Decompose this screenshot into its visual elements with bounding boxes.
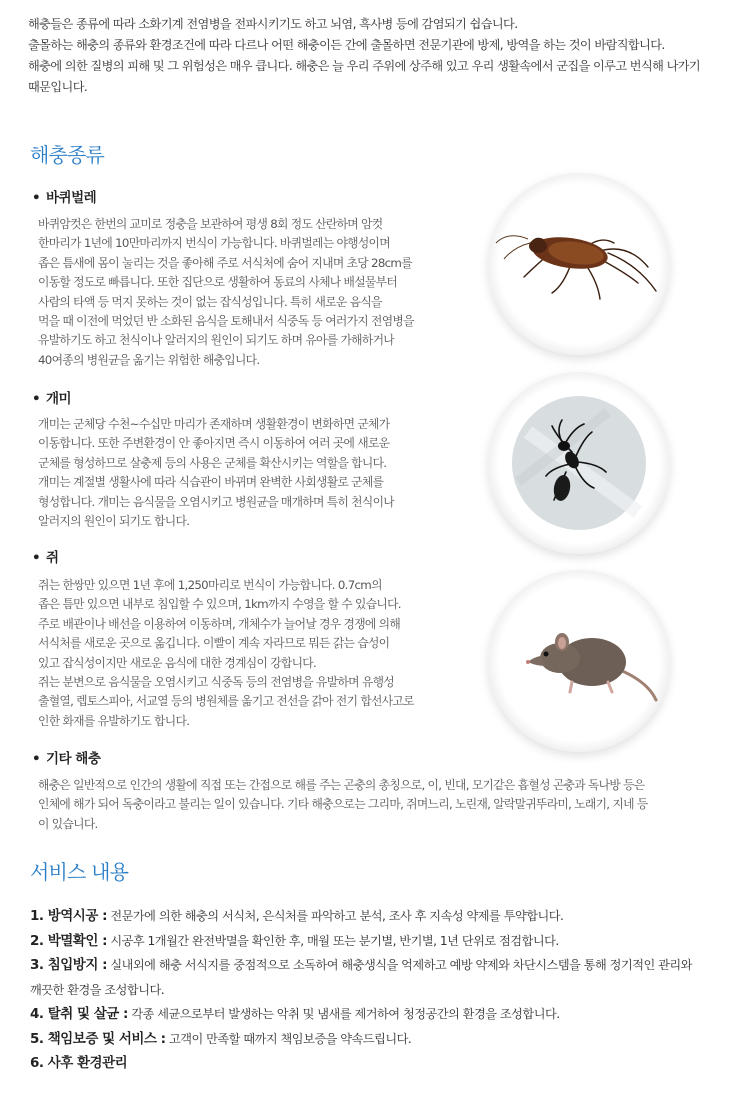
- description-line: 먹을 때 이전에 먹었던 반 소화된 음식을 토해내서 식중독 등 여러가지 전염병을: [38, 314, 414, 329]
- rat-image: [488, 570, 670, 752]
- description-line: 유발하기도 하고 천식이나 알러지의 원인이 되기도 하며 유아를 가해하거나: [38, 333, 394, 348]
- pest-heading-ant: [32, 387, 71, 407]
- intro-line: 출몰하는 해충의 종류와 환경조건에 따라 다르나 어떤 해충이든 간에 출몰하면 전문기관에 방제, 방역을 하는 것이 바람직합니다.: [28, 38, 665, 52]
- cockroach-image: [488, 173, 670, 355]
- description-line: 40여종의 병원균을 옮기는 위험한 해충입니다.: [38, 352, 260, 367]
- pest-name: 바퀴벌레: [46, 190, 97, 206]
- service-label: 6. 사후 환경관리: [30, 1055, 128, 1071]
- service-text: 전문가에 의한 해충의 서식처, 은식처를 파악하고 분석, 조사 후 지속성 약제를 투약합니다.: [110, 909, 564, 923]
- description-line: 주로 배관이나 배선을 이용하여 이동하며, 개체수가 늘어날 경우 경쟁에 의해: [38, 616, 401, 631]
- pest-heading-other: [32, 747, 100, 767]
- description-line: 좁은 틈만 있으면 내부로 침입할 수 있으며, 1km까지 수영을 할 수 있습니다.: [38, 597, 401, 612]
- description-line: 한마리가 1년에 10만마리까지 번식이 가능합니다. 바퀴벌레는 야행성이며: [38, 236, 390, 251]
- description-line: 서식처를 새로운 곳으로 옮깁니다. 이빨이 계속 자라므로 뭐든 갉는 습성이: [38, 636, 390, 651]
- bullet: •: [32, 190, 41, 206]
- description-line: 사람의 타액 등 먹지 못하는 것이 없는 잡식성입니다. 특히 새로운 음식을: [38, 294, 382, 309]
- bullet: •: [32, 391, 41, 407]
- description-line: 좁은 틈새에 몸이 눌리는 것을 좋아해 주로 서식처에 숨어 지내며 초당 28cm를: [38, 255, 412, 270]
- description-line: 개미는 군체당 수천~수십만 마리가 존재하며 생활환경이 변화하면 군체가: [38, 417, 390, 431]
- cockroach-icon: [488, 173, 670, 355]
- service-item: [30, 904, 730, 929]
- intro-line: 해충들은 종류에 따라 소화기계 전염병을 전파시키기도 하고 뇌염, 흑사병 등에 감염되기 쉽습니다.: [28, 17, 518, 31]
- service-text: 고객이 만족할 때까지 책임보증을 약속드립니다.: [168, 1031, 412, 1046]
- service-item: [30, 1051, 730, 1076]
- intro-line: 해충에 의한 질병의 피해 및 그 위험성은 매우 큽니다. 해충은 늘 우리 주위에 상주해 있고 우리 생활속에서 군집을 이루고 번식해 나가기: [28, 59, 701, 73]
- description-line: 출혈열, 렙토스피아, 서교열 등의 병원체를 옮기고 전선을 갉아 전기 합선사고로: [38, 694, 414, 709]
- pest-section-title: 해충종류: [30, 143, 105, 167]
- service-item: [30, 1027, 730, 1052]
- description-line: 개미는 계절별 생활사에 따라 식습관이 바뀌며 완벽한 사회생활로 군체를: [38, 475, 384, 490]
- pest-name: 기타 해충: [46, 751, 101, 767]
- description-line: 이동합니다. 또한 주변환경이 안 좋아지면 즉시 이동하여 여러 곳에 새로운: [38, 436, 390, 451]
- service-section-title: 서비스 내용: [30, 860, 129, 884]
- pest-heading-rat: [32, 546, 59, 566]
- service-item: [30, 953, 730, 978]
- pest-description-cockroach: [38, 215, 414, 370]
- rat-icon: [488, 570, 670, 752]
- intro-text: [28, 14, 728, 98]
- pest-description-other: [38, 776, 648, 834]
- service-label: 3. 침입방지 :: [30, 957, 107, 973]
- service-text: 실내외에 해충 서식지를 중점적으로 소독하여 해충생식을 억제하고 예방 약제와 차단시스템을 통해 정기적인 관리와: [110, 958, 692, 972]
- description-line: 쥐는 한쌍만 있으면 1년 후에 1,250마리로 번식이 가능합니다. 0.7cm의: [38, 578, 382, 592]
- pest-name: 쥐: [46, 550, 59, 566]
- description-line: 인체에 해가 되어 독충이라고 불리는 일이 있습니다. 기타 해충으로는 그리마, 쥐며느리, 노린재, 알락말귀뚜라미, 노래기, 지네 등: [38, 797, 648, 812]
- bullet: •: [32, 751, 41, 767]
- description-line: 알러지의 원인이 되기도 합니다.: [38, 514, 190, 529]
- service-label: 4. 탈취 및 살균 :: [30, 1006, 128, 1022]
- bullet: •: [32, 550, 41, 566]
- service-label: 5. 책임보증 및 서비스 :: [30, 1030, 166, 1047]
- pest-description-ant: [38, 415, 394, 531]
- description-line: 쥐는 분변으로 음식물을 오염시키고 식중독 등의 전염병을 유발하며 유행성: [38, 675, 394, 690]
- service-list: [30, 904, 730, 1076]
- description-line: 형성합니다. 개미는 음식물을 오염시키고 병원균을 매개하며 특히 천식이나: [38, 494, 394, 509]
- description-line: 해충은 일반적으로 인간의 생활에 직접 또는 간접으로 해를 주는 곤충의 총칭으로, 이, 빈대, 모기같은 흡혈성 곤충과 독나방 등은: [38, 778, 645, 792]
- pest-description-rat: [38, 576, 414, 731]
- pest-heading-cockroach: [32, 186, 96, 206]
- service-item: [30, 1002, 730, 1027]
- service-text-continuation: 깨끗한 환경을 조성합니다.: [30, 982, 165, 997]
- description-line: 인한 화재를 유발하기도 합니다.: [38, 713, 190, 728]
- pest-name: 개미: [46, 391, 72, 407]
- service-label: 2. 박멸확인 :: [30, 932, 107, 949]
- description-line: 이 있습니다.: [38, 816, 98, 831]
- intro-line: 때문입니다.: [28, 80, 88, 94]
- service-label: 1. 방역시공 :: [30, 908, 107, 924]
- description-line: 군체를 형성하므로 살충제 등의 사용은 군체를 확산시키는 역할을 합니다.: [38, 455, 387, 470]
- description-line: 있고 잡식성이지만 새로운 음식에 대한 경계심이 강합니다.: [38, 655, 317, 670]
- service-item: [30, 929, 730, 954]
- description-line: 바퀴암컷은 한번의 교미로 정충을 보관하여 평생 8회 정도 산란하며 암컷: [38, 217, 383, 231]
- ant-image: [488, 372, 670, 554]
- service-text: 시공후 1개월간 완전박멸을 확인한 후, 매월 또는 분기별, 반기별, 1년 단위로 점검합니다.: [110, 933, 559, 948]
- description-line: 이동할 정도로 빠릅니다. 또한 집단으로 생활하여 동료의 사체나 배설물부터: [38, 275, 398, 290]
- ant-icon: [488, 372, 670, 554]
- service-text: 각종 세균으로부터 발생하는 악취 및 냄새를 제거하여 청정공간의 환경을 조성합니다.: [131, 1007, 560, 1021]
